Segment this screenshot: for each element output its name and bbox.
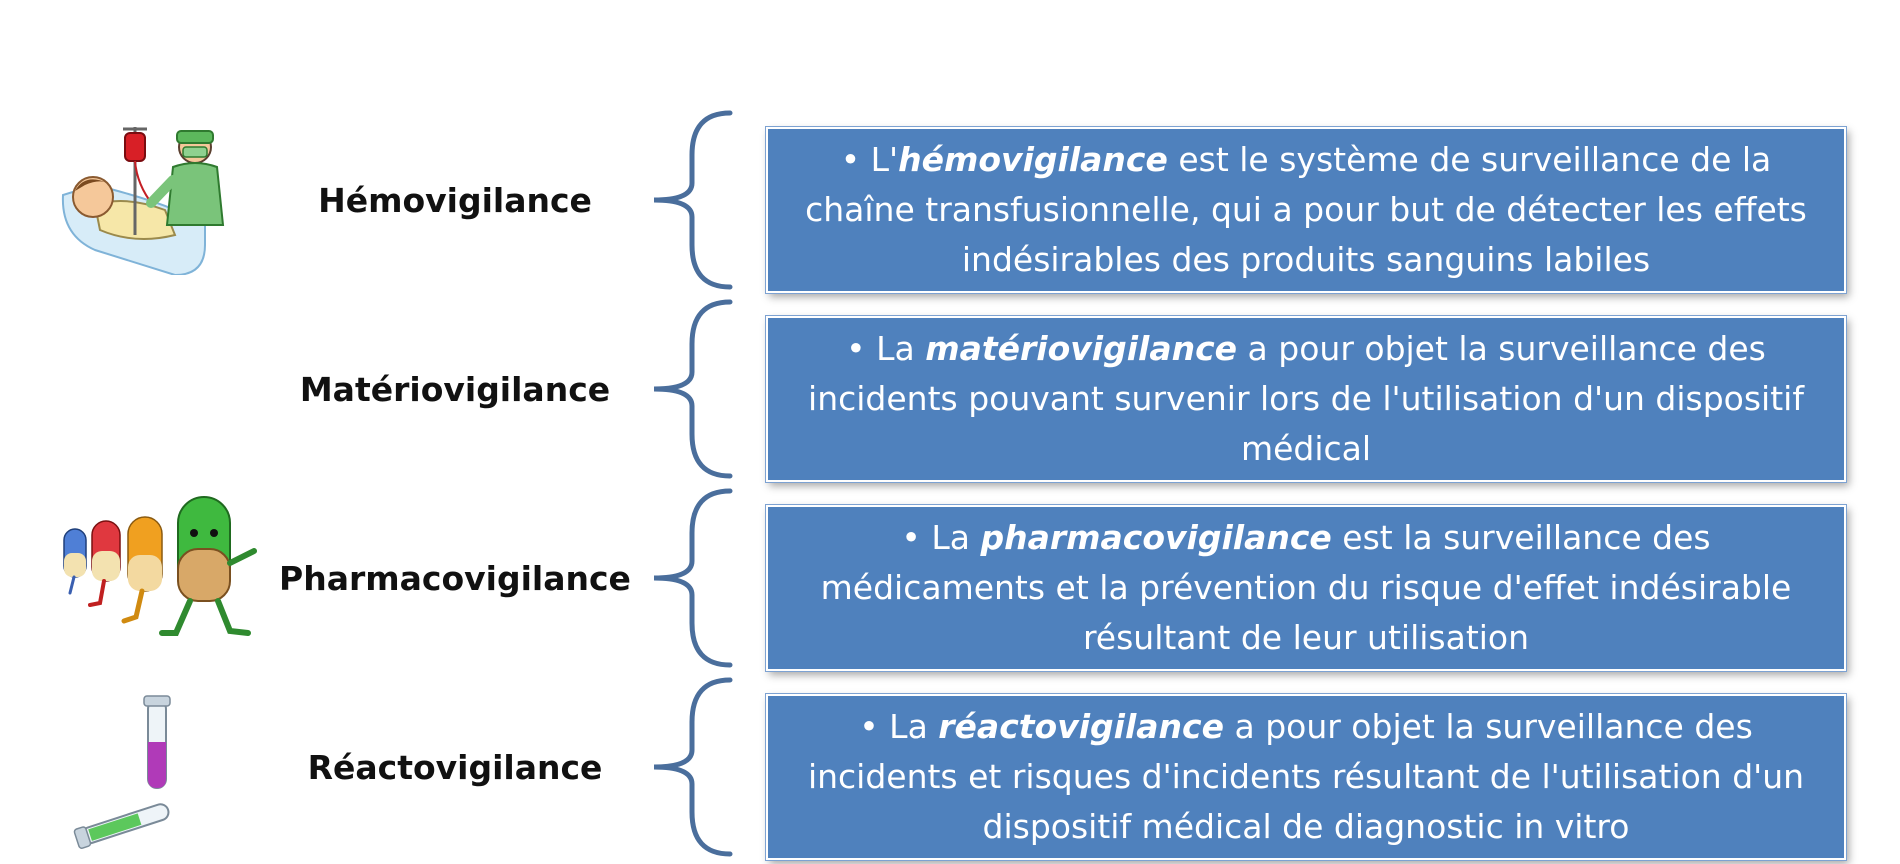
row-hemovigilance: [0, 105, 1900, 295]
label-pharmacovigilance: Pharmacovigilance: [279, 558, 631, 598]
definition-box-reactovigilance: [766, 694, 1846, 860]
row-pharmacovigilance: [0, 483, 1900, 673]
row-materiovigilance: [0, 294, 1900, 484]
definition-text: • L'hémovigilance est le système de surveillance de la chaîne transfusionnelle, qui a pour but de détecter les effets indésirables des produits sanguins labiles: [805, 139, 1807, 280]
label-hemovigilance: Hémovigilance: [318, 180, 592, 220]
walking-pills-illustration: [58, 493, 258, 653]
definition-box-hemovigilance: [766, 127, 1846, 293]
curly-brace-icon: [640, 294, 740, 484]
definition-text: • La réactovigilance a pour objet la surveillance des incidents et risques d'incidents résultant de l'utilisation d'un dispositif médical de diagnostic in vitro: [807, 706, 1805, 847]
keyword: matériovigilance: [925, 328, 1238, 368]
definition-text: • La matériovigilance a pour objet la surveillance des incidents pouvant survenir lors de l'utilisation d'un dispositif médical: [808, 328, 1804, 469]
label-reactovigilance: Réactovigilance: [307, 747, 603, 787]
row-reactovigilance: [0, 672, 1900, 862]
curly-brace-icon: [640, 105, 740, 295]
curly-brace-icon: [640, 672, 740, 862]
keyword: hémovigilance: [898, 139, 1168, 179]
definition-box-pharmacovigilance: [766, 505, 1846, 671]
keyword: réactovigilance: [938, 706, 1224, 746]
patient-transfusion-illustration: [55, 125, 235, 275]
keyword: pharmacovigilance: [980, 517, 1332, 557]
definition-text: • La pharmacovigilance est la surveillance des médicaments et la prévention du risque d'effet indésirable résultant de leur utilisation: [820, 517, 1792, 658]
curly-brace-icon: [640, 483, 740, 673]
label-materiovigilance: Matériovigilance: [299, 369, 611, 409]
definition-box-materiovigilance: [766, 316, 1846, 482]
test-tubes-illustration: [70, 690, 190, 850]
